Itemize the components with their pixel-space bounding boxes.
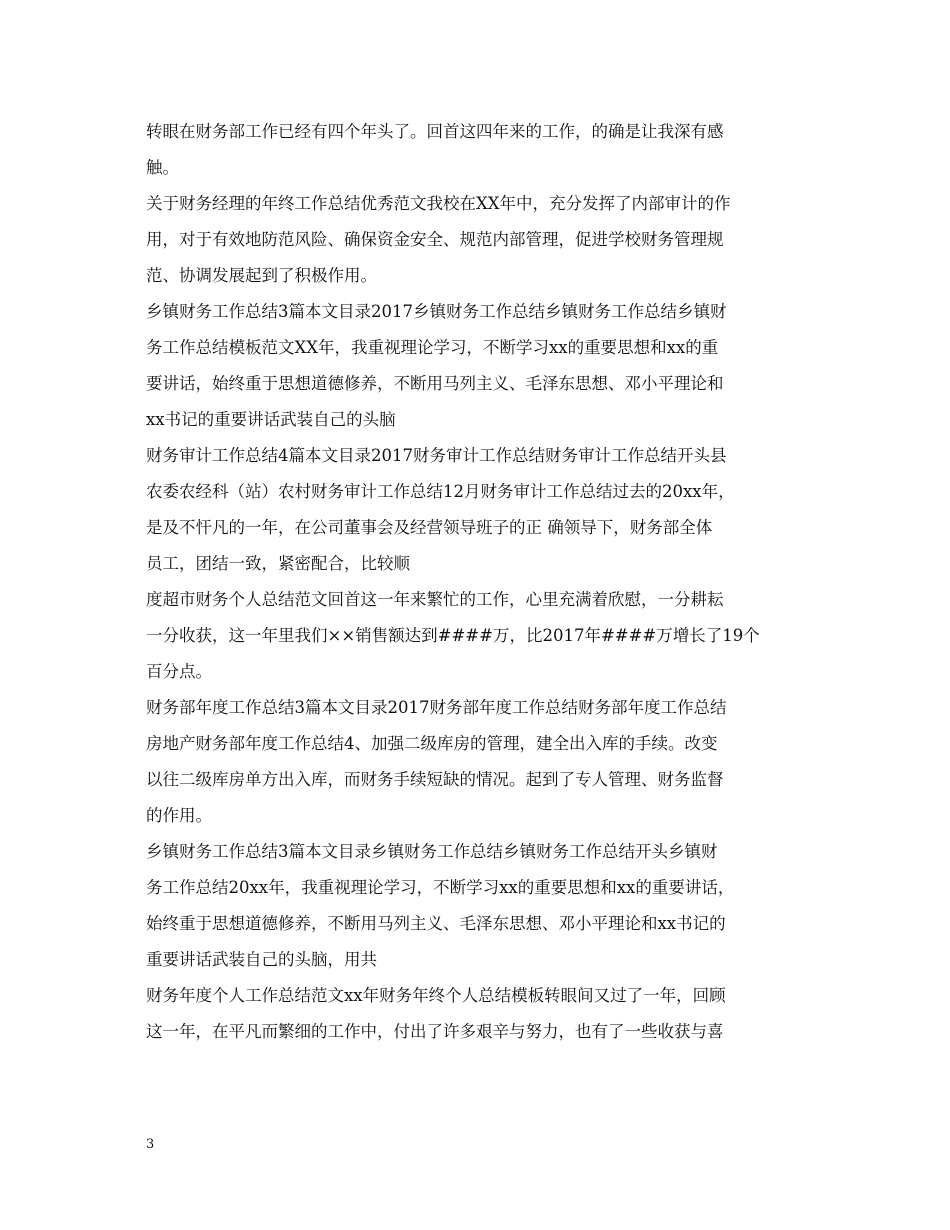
text-line: 的作用。	[146, 806, 212, 825]
text-line: 务工作总结20xx年，我重视理论学习，不断学习xx的重要思想和xx的重要讲话，	[146, 878, 735, 897]
text-line: 要讲话，始终重于思想道德修养，不断用马列主义、毛泽东思想、邓小平理论和	[146, 374, 724, 393]
text-line: 财务部年度工作总结3篇本文目录2017财务部年度工作总结财务部年度工作总结	[146, 698, 727, 717]
text-line: 农委农经科（站）农村财务审计工作总结12月财务审计工作总结过去的20xx年，	[146, 482, 735, 501]
text-line: 务工作总结模板范文XX年，我重视理论学习，不断学习xx的重要思想和xx的重	[146, 338, 719, 357]
text-line: 百分点。	[146, 662, 212, 681]
text-line: 触。	[146, 158, 179, 177]
page-number: 3	[146, 1137, 155, 1152]
text-line: 重要讲话武装自己的头脑，用共	[146, 950, 377, 969]
text-line: 这一年，在平凡而繁细的工作中，付出了许多艰辛与努力，也有了一些收获与喜	[146, 1022, 724, 1041]
text-line: 乡镇财务工作总结3篇本文目录2017乡镇财务工作总结乡镇财务工作总结乡镇财	[146, 302, 727, 321]
text-line: 财务年度个人工作总结范文xx年财务年终个人总结模板转眼间又过了一年，回顾	[146, 986, 726, 1005]
text-line: 以往二级库房单方出入库，而财务手续短缺的情况。起到了专人管理、财务监督	[146, 770, 724, 789]
text-line: 乡镇财务工作总结3篇本文目录乡镇财务工作总结乡镇财务工作总结开头乡镇财	[146, 842, 718, 861]
text-line: 范、协调发展起到了积极作用。	[146, 266, 377, 285]
text-line: 度超市财务个人总结范文回首这一年来繁忙的工作，心里充满着欣慰，一分耕耘	[146, 590, 724, 609]
text-line: 房地产财务部年度工作总结4、加强二级库房的管理，建全出入库的手续。改变	[146, 734, 718, 753]
text-line: 财务审计工作总结4篇本文目录2017财务审计工作总结财务审计工作总结开头县	[146, 446, 727, 465]
text-line: 始终重于思想道德修养，不断用马列主义、毛泽东思想、邓小平理论和xx书记的	[146, 914, 726, 933]
text-line: 员工，团结一致，紧密配合，比较顺	[146, 554, 410, 573]
text-line: 一分收获，这一年里我们××销售额达到####万，比2017年####万增长了19个	[146, 626, 760, 645]
text-line: 是及不忓凡的一年，在公司董事会及经营领导班子的正 确领导下，财务部全体	[146, 518, 713, 537]
text-line: xx书记的重要讲话武装自己的头脑	[146, 410, 396, 429]
text-line: 用，对于有效地防范风险、确保资金安全、规范内部管理，促进学校财务管理规	[146, 230, 724, 249]
body-text	[146, 114, 808, 1050]
text-line: 转眼在财务部工作已经有四个年头了。回首这四年来的工作，的确是让我深有感	[146, 122, 724, 141]
text-line: 关于财务经理的年终工作总结优秀范文我校在XX年中，充分发挥了内部审计的作	[146, 194, 731, 213]
